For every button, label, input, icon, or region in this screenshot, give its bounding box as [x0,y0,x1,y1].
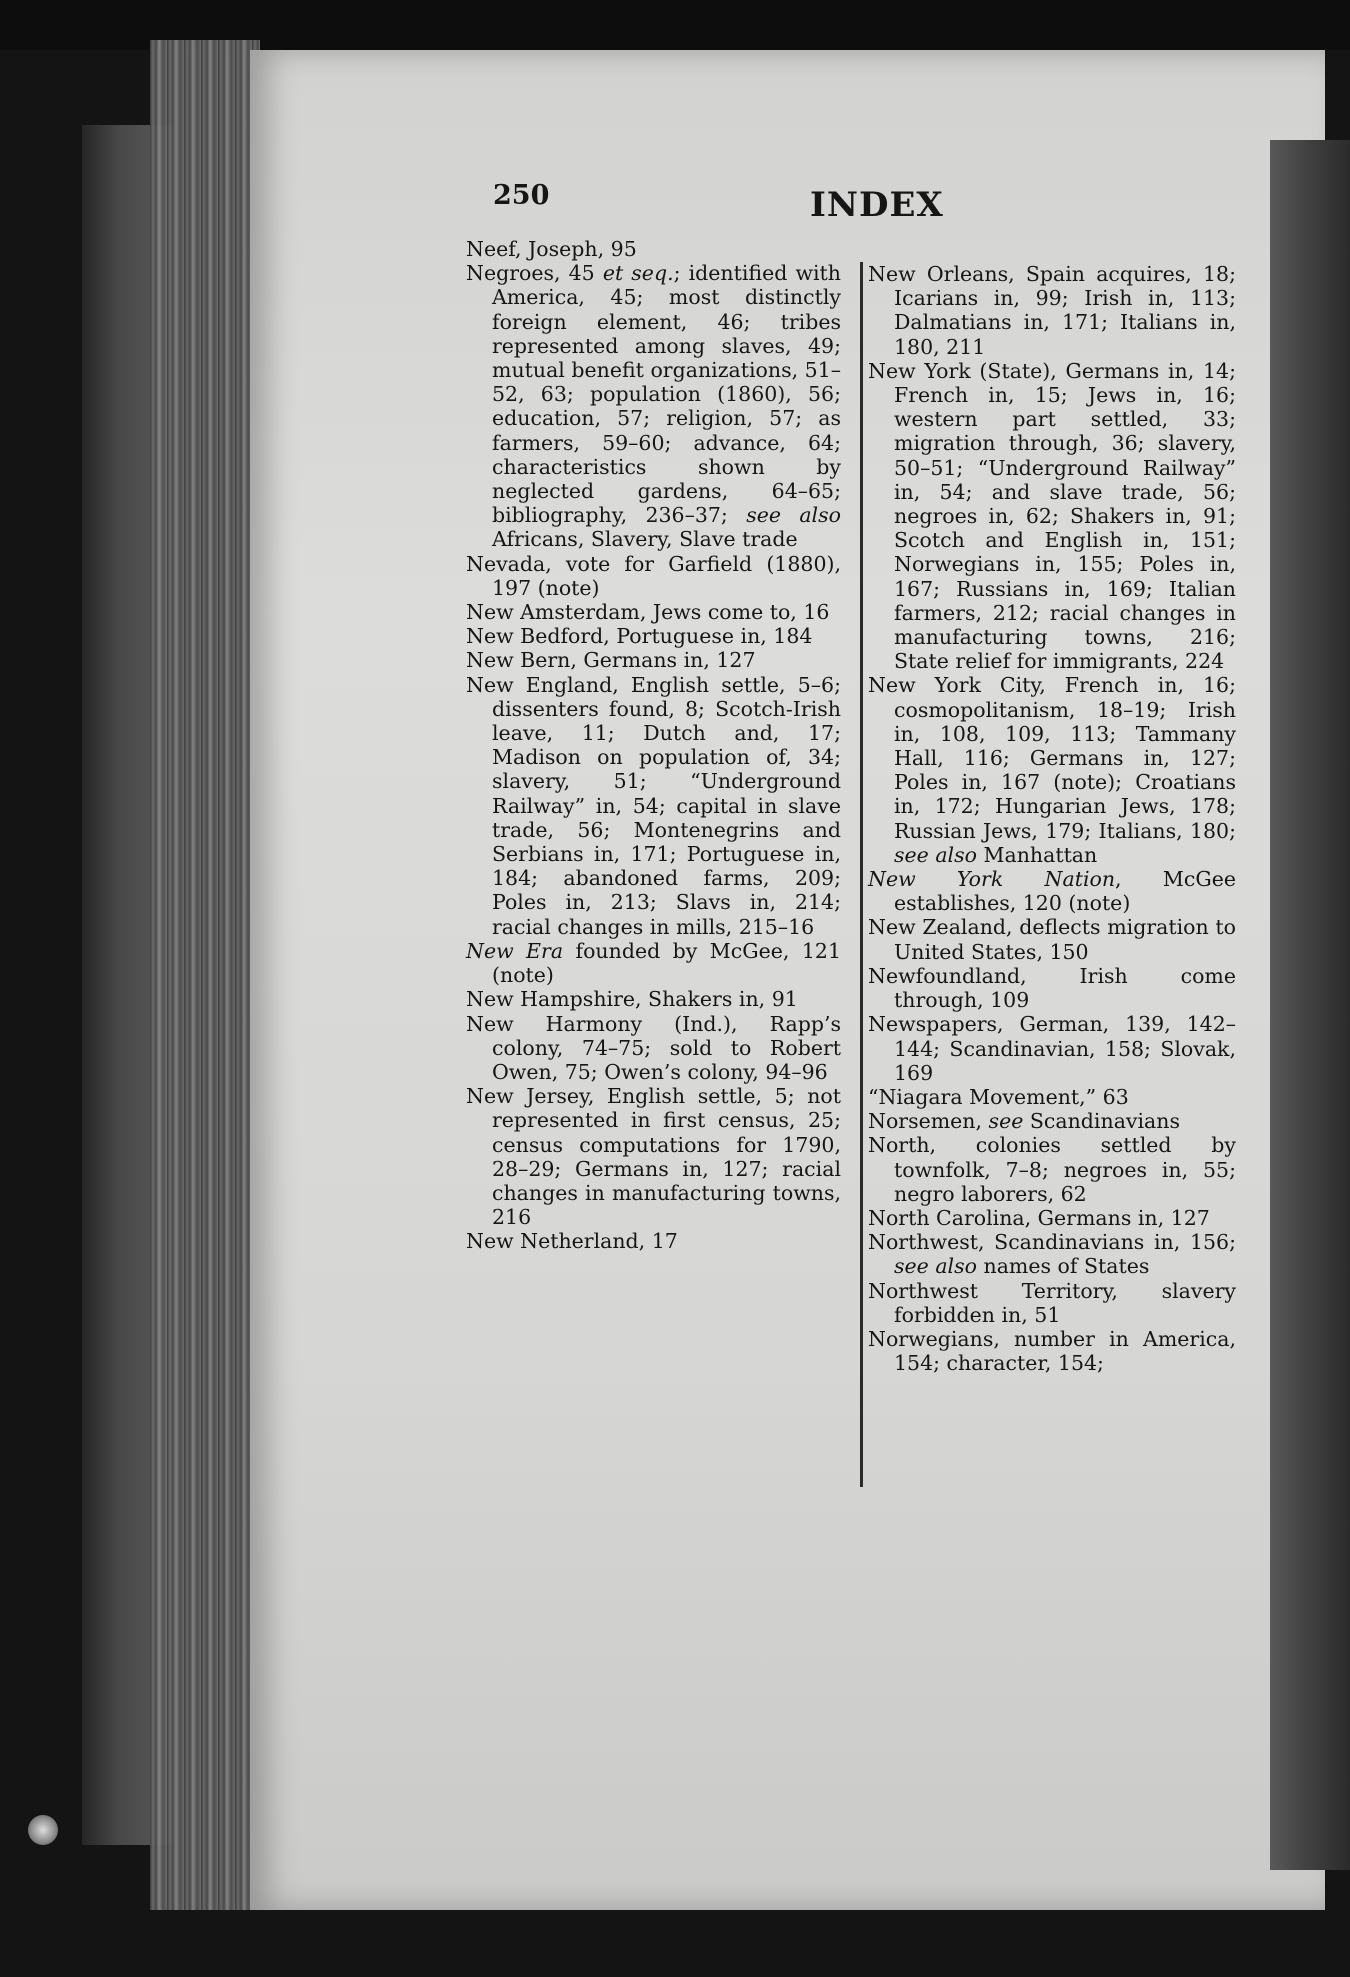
index-entry: Northwest, Scandinavians in, 156; see also names of States [868,1230,1236,1279]
index-entry: New York (State), Germans in, 14; French in, 15; Jews in, 16; western part settled, 33; migration through, 36; slavery, 50–51; “Underground Railway” in, 54; and slave trade, 56; negroes in, 62; Shakers in, 91; Scotch and English in, 151; Norwegians in, 155; Poles in, 167; Russians in, 169; Italian farmers, 212; racial changes in manufacturing towns, 216; State relief for immigrants, 224 [868,358,1236,674]
index-entry: New Jersey, English settle, 5; not represented in first census, 25; census computations for 1790, 28–29; Germans in, 127; racial changes in manufacturing towns, 216 [466,1084,841,1230]
index-entry: New York City, French in, 16; cosmopolitanism, 18–19; Irish in, 108, 109, 113; Tammany Hall, 116; Germans in, 127; Poles in, 167 (note); Croatians in, 172; Hungarian Jews, 178; Russian Jews, 179; Italians, 180; see also Manhattan [868,673,1236,867]
index-entry: “Niagara Movement,” 63 [868,1084,1129,1109]
book-spine [150,40,260,1910]
index-entry: Newspapers, German, 139, 142–144; Scandinavian, 158; Slovak, 169 [868,1012,1236,1085]
index-entry: North, colonies settled by townfolk, 7–8; negroes in, 55; negro laborers, 62 [868,1133,1236,1206]
index-entry: New Bedford, Portuguese in, 184 [466,624,813,649]
film-marker-dot [28,1815,58,1845]
index-entry: New Era founded by McGee, 121 (note) [466,938,841,988]
index-column-left [466,237,841,1254]
facing-page-edge [1270,140,1350,1870]
index-entry: Neef, Joseph, 95 [466,237,637,261]
column-divider [860,262,863,1487]
index-entry: New York Nation, McGee establishes, 120 (note) [868,867,1236,916]
index-entry: North Carolina, Germans in, 127 [868,1205,1210,1230]
index-entry: New Bern, Germans in, 127 [466,648,756,673]
index-entry: New Amsterdam, Jews come to, 16 [466,600,830,625]
index-column-right [868,262,1236,1375]
index-entry: Norwegians, number in America, 154; character, 154; [868,1326,1236,1376]
index-entry: New Hampshire, Shakers in, 91 [466,987,798,1012]
page-number: 250 [493,180,550,211]
index-entry: Norsemen, see Scandinavians [868,1109,1180,1134]
index-entry: New Orleans, Spain acquires, 18; Icarians in, 99; Irish in, 113; Dalmatians in, 171; Italians in, 180, 211 [868,262,1236,359]
index-entry: Newfoundland, Irish come through, 109 [868,963,1236,1013]
index-entry: New Harmony (Ind.), Rapp’s colony, 74–75; sold to Robert Owen, 75; Owen’s colony, 94–96 [466,1011,841,1084]
index-entry: New England, English settle, 5–6; dissenters found, 8; Scotch-Irish leave, 11; Dutch and, 17; Madison on population of, 34; slavery, 51; “Underground Railway” in, 54; capital in slave trade, 56; Montenegrins and Serbians in, 171; Portuguese in, 184; abandoned farms, 209; Poles in, 213; Slavs in, 214; racial changes in mills, 215–16 [466,672,841,939]
index-entry: Negroes, 45 et seq.; identified with America, 45; most distinctly foreign element, 46; tribes represented among slaves, 49; mutual benefit organizations, 51–52, 63; population (1860), 56; education, 57; religion, 57; as farmers, 59–60; advance, 64; characteristics shown by neglected gardens, 64–65; bibliography, 236–37; see also Africans, Slavery, Slave trade [466,261,841,552]
index-entry: New Netherland, 17 [466,1229,678,1254]
index-entry: Nevada, vote for Garfield (1880), 197 (note) [466,551,841,600]
index-entry: New Zealand, deflects migration to United States, 150 [868,915,1236,964]
page-title: INDEX [810,185,944,225]
index-entry: Northwest Territory, slavery forbidden in, 51 [868,1278,1236,1327]
